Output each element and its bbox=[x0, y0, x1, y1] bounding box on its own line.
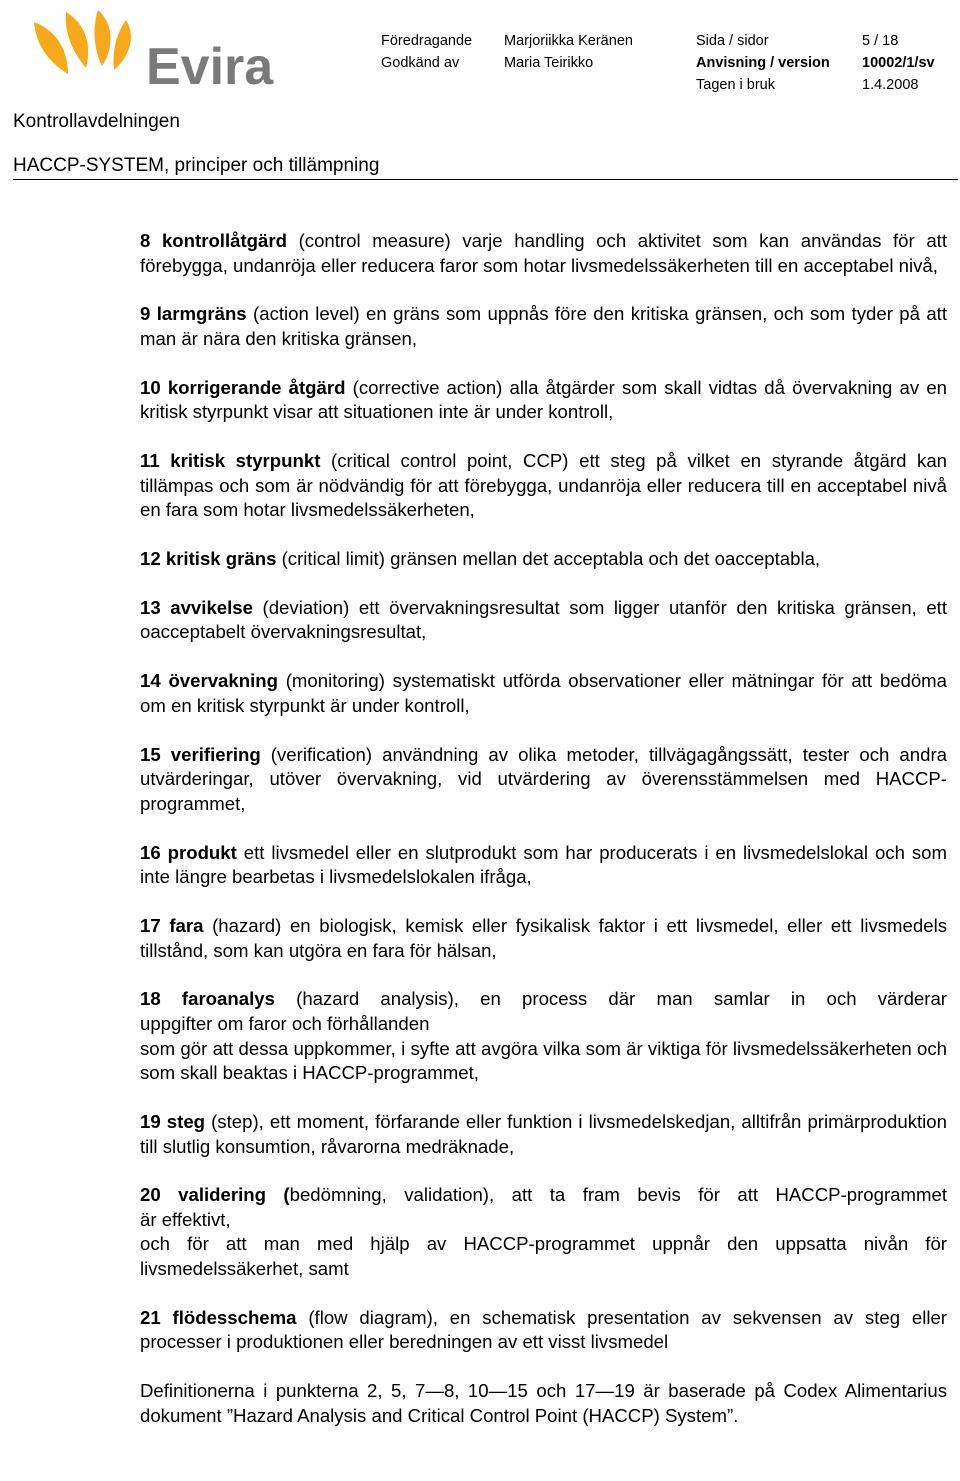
definition-text: (control measure) varje handling och aktivitet som kan användas för att förebygga, undanröja eller reducera faror som hotar livsmedelssäkerheten till en acceptabel nivå, bbox=[140, 230, 947, 276]
definition-text: (critical limit) gränsen mellan det acceptabla och det oacceptabla, bbox=[276, 548, 821, 570]
definition-text: (action level) en gräns som uppnås före den kritiska gränsen, och som tyder på att man är nära den kritiska gränsen, bbox=[140, 303, 948, 349]
definition-item bbox=[140, 669, 947, 718]
definition-item bbox=[140, 987, 947, 1085]
definition-number: 21 bbox=[140, 1306, 161, 1328]
definition-number: 18 bbox=[140, 988, 161, 1010]
definition-term: övervakning bbox=[168, 670, 278, 692]
definition-term: verifiering bbox=[170, 743, 261, 765]
definition-text: bedömning, validation), att ta fram bevis för att HACCP-programmet bbox=[289, 1184, 947, 1206]
definition-item bbox=[140, 1110, 947, 1159]
definition-term: kontrollåtgärd bbox=[161, 230, 287, 251]
department: Kontrollavdelningen bbox=[13, 111, 180, 132]
meta-label-presenter: Föredragande bbox=[381, 33, 473, 49]
definition-number: 10 bbox=[140, 376, 161, 398]
definition-number: 19 bbox=[140, 1110, 161, 1132]
evira-logo bbox=[22, 10, 277, 90]
definition-number: 12 bbox=[140, 548, 161, 570]
closing-note: Definitionerna i punkterna 2, 5, 7—8, 10—15 och 17—19 är baserade på Codex Alimentarius dokument ”Hazard Analysis and Critical Control Point (HACCP) System”. bbox=[140, 1380, 947, 1426]
definition-term: kritisk gräns bbox=[165, 548, 277, 570]
header-divider bbox=[13, 179, 958, 180]
meta-label-pages: Sida / sidor bbox=[696, 33, 769, 49]
definition-text: (deviation) ett övervakningsresultat som ligger utanför den kritiska gränsen, ett oacceptabelt övervakningsresultat, bbox=[140, 596, 947, 643]
definition-text: ett livsmedel eller en slutprodukt som har producerats i en livsmedelslokal och som inte längre bearbetas i livsmedelslokalen ifråga, bbox=[140, 841, 947, 888]
definition-number: 20 bbox=[140, 1184, 161, 1206]
definition-term: kritisk styrpunkt bbox=[170, 450, 321, 472]
definition-text: (critical control point, CCP) ett steg på vilket en styrande åtgärd kan tillämpas och som är nödvändig för att förebygga, undanröja eller reducera till en acceptabel nivå en fara som hotar livsmedelssäkerheten, bbox=[140, 450, 948, 521]
definition-item bbox=[140, 596, 947, 645]
definition-number: 13 bbox=[140, 596, 161, 618]
definition-text: (step), ett moment, förfarande eller funktion i livsmedelskedjan, alltifrån primärproduktion till slutlig konsumtion, råvarorna medräknade, bbox=[140, 1110, 947, 1157]
meta-label-approved: Godkänd av bbox=[381, 55, 460, 71]
definition-item bbox=[140, 1306, 947, 1355]
definition-item bbox=[140, 914, 947, 963]
definition-number: 14 bbox=[140, 670, 161, 692]
meta-value-effective: 1.4.2008 bbox=[862, 77, 919, 93]
meta-value-presenter: Marjoriikka Keränen bbox=[504, 33, 633, 49]
definition-text: (verification) användning av olika metoder, tillvägagångssätt, tester och andra utvärderingar, utöver övervakning, vid utvärdering av överensstämmelsen med HACCP-programmet, bbox=[140, 743, 947, 814]
definition-number: 8 bbox=[140, 230, 151, 251]
evira-leaf-icon bbox=[22, 10, 277, 90]
definition-number: 15 bbox=[140, 743, 161, 765]
definition-term: korrigerande åtgärd bbox=[167, 376, 346, 398]
definition-text: (monitoring) systematiskt utförda observationer eller mätningar för att bedöma om en kritisk styrpunkt är under kontroll, bbox=[140, 670, 948, 716]
definition-term: avvikelse bbox=[170, 596, 253, 618]
definition-first-line bbox=[140, 1183, 947, 1208]
definition-term: larmgräns bbox=[156, 303, 247, 325]
definition-term: steg bbox=[166, 1110, 206, 1132]
definition-term: faroanalys bbox=[181, 988, 275, 1010]
definition-number: 17 bbox=[140, 914, 161, 936]
definition-text-line: är effektivt, bbox=[140, 1208, 231, 1230]
definition-text-line: uppgifter om faror och förhållanden bbox=[140, 1012, 430, 1034]
definition-term: flödesschema bbox=[172, 1306, 297, 1328]
meta-value-instruction: 10002/1/sv bbox=[862, 55, 935, 71]
definitions-list bbox=[140, 229, 947, 1428]
definition-text: (corrective action) alla åtgärder som skall vidtas då övervakning av en kritisk styrpunkt visar att situationen inte är under kontroll, bbox=[140, 376, 947, 423]
meta-value-approved: Maria Teirikko bbox=[504, 55, 594, 71]
definition-text: (hazard analysis), en process där man samlar in och värderar bbox=[274, 988, 947, 1010]
definition-term: produkt bbox=[167, 841, 237, 863]
definition-item bbox=[140, 841, 947, 890]
definition-item bbox=[140, 302, 947, 351]
definition-number: 9 bbox=[140, 303, 151, 325]
definition-term: validering ( bbox=[178, 1184, 290, 1206]
meta-label-instruction: Anvisning / version bbox=[696, 55, 830, 71]
definition-item bbox=[140, 449, 947, 523]
definition-item bbox=[140, 1183, 947, 1281]
definition-text: (hazard) en biologisk, kemisk eller fysikalisk faktor i ett livsmedel, eller ett livsmedels tillstånd, som kan utgöra en fara för hälsan, bbox=[140, 914, 947, 961]
definition-term: fara bbox=[169, 914, 204, 936]
definition-number: 16 bbox=[140, 841, 161, 863]
definition-item bbox=[140, 376, 947, 425]
definition-text-continued: som gör att dessa uppkommer, i syfte att avgöra vilka som är viktiga för livsmedelssäkerheten och som skall beaktas i HACCP-programmet, bbox=[140, 1037, 947, 1084]
definition-item bbox=[140, 229, 947, 278]
document-title: HACCP-SYSTEM, principer och tillämpning bbox=[13, 155, 380, 176]
definition-item bbox=[140, 547, 947, 572]
definition-number: 11 bbox=[140, 450, 160, 472]
meta-value-pages: 5 / 18 bbox=[862, 33, 899, 49]
definition-item bbox=[140, 743, 947, 817]
brand-name: Evira bbox=[146, 38, 274, 90]
meta-label-effective: Tagen i bruk bbox=[696, 77, 775, 93]
definition-text: (flow diagram), en schematisk presentation av sekvensen av steg eller processer i produktionen eller beredningen av ett visst livsmedel bbox=[140, 1306, 947, 1353]
definition-text-continued: och för att man med hjälp av HACCP-programmet uppnår den uppsatta nivån för livsmedelssäkerhet, samt bbox=[140, 1233, 947, 1280]
definition-first-line bbox=[140, 987, 947, 1012]
